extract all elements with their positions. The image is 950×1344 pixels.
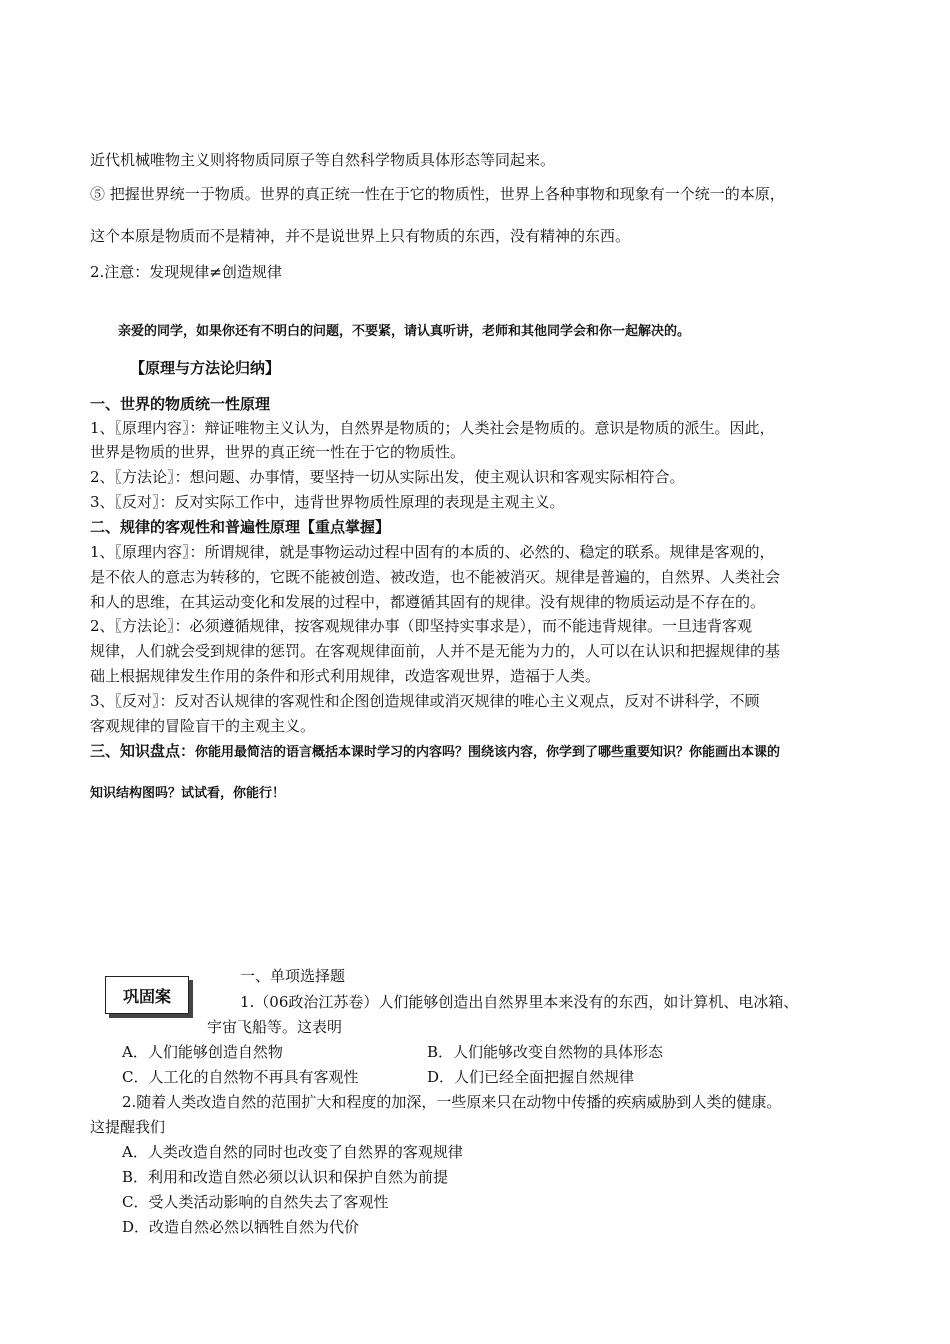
intro-line-4: 2.注意：发现规律≠创造规律 [90, 263, 282, 281]
section-2-line: 2、〖方法论〗：必须遵循规律，按客观规律办事（即坚持实事求是），而不能违背规律。一旦违背客观 [90, 617, 753, 635]
q2-option-a: A．人类改造自然的同时也改变了自然界的客观规律 [122, 1143, 463, 1161]
section-2-line: 是不依人的意志为转移的，它既不能被创造、被改造，也不能被消灭。规律是普遍的，自然界、人类社会 [90, 568, 781, 586]
section-3-text: 你能用最简洁的语言概括本课时学习的内容吗？围绕该内容，你学到了哪些重要知识？你能画出本课的 [195, 745, 781, 760]
encourage-note: 亲爱的同学，如果你还有不明白的问题，不要紧，请认真听讲，老师和其他同学会和你一起解决的。 [118, 324, 691, 339]
section-3-title: 三、知识盘点： [90, 742, 196, 760]
section-2-line: 和人的思维，在其运动变化和发展的过程中，都遵循其固有的规律。没有规律的物质运动是不存在的。 [90, 593, 766, 611]
q2-option-b: B．利用和改造自然必须以认识和保护自然为前提 [122, 1168, 449, 1186]
q1-option-d: D．人们已经全面把握自然规律 [427, 1068, 635, 1086]
section-2-line: 客观规律的冒险盲干的主观主义。 [90, 717, 316, 735]
section-3-line-1 [90, 741, 780, 763]
q1-stem-line-2: 宇宙飞船等。这表明 [207, 1018, 343, 1036]
intro-line-2: ⑤ 把握世界统一于物质。世界的真正统一性在于它的物质性，世界上各种事物和现象有一个统一的本原， [90, 185, 785, 203]
q2-option-d: D．改造自然必然以牺牲自然为代价 [122, 1218, 360, 1236]
consolidate-label-box [105, 976, 189, 1014]
section-2-line: 1、〖原理内容〗：所谓规律，就是事物运动过程中固有的本质的、必然的、稳定的联系。规律是客观的， [90, 543, 775, 561]
section-2-title: 二、规律的客观性和普遍性原理【重点掌握】 [90, 518, 391, 536]
section-1-line: 3、〖反对〗：反对实际工作中，违背世界物质性原理的表现是主观主义。 [90, 493, 565, 511]
section-3-text-2: 知识结构图吗？试试看，你能行！ [90, 786, 286, 801]
q1-option-a: A．人们能够创造自然物 [122, 1043, 283, 1061]
intro-line-1: 近代机械唯物主义则将物质同原子等自然科学物质具体形态等同起来。 [90, 151, 556, 169]
section-2-line: 3、〖反对〗：反对否认规律的客观性和企图创造规律或消灭规律的唯心主义观点，反对不讲科学，不顾 [90, 692, 760, 710]
section-1-title: 一、世界的物质统一性原理 [90, 395, 271, 413]
consolidate-label: 巩固案 [122, 986, 171, 1006]
q2-option-c: C．受人类活动影响的自然失去了客观性 [122, 1193, 389, 1211]
q1-stem-line-1: 1.（06政治江苏卷）人们能够创造出自然界里本来没有的东西，如计算机、电冰箱、 [240, 993, 799, 1011]
q1-option-b: B．人们能够改变自然物的具体形态 [427, 1043, 664, 1061]
q2-stem-line-2: 这提醒我们 [90, 1118, 166, 1136]
summary-title: 【原理与方法论归纳】 [130, 359, 281, 377]
section-2-line: 规律，人们就会受到规律的惩罚。在客观规律面前，人并不是无能为力的，人可以在认识和把握规律的基 [90, 642, 781, 660]
choice-heading: 一、单项选择题 [240, 967, 346, 985]
section-1-line: 2、〖方法论〗：想问题、办事情，要坚持一切从实际出发，使主观认识和客观实际相符合。 [90, 468, 685, 486]
section-1-line: 1、〖原理内容〗：辩证唯物主义认为，自然界是物质的；人类社会是物质的。意识是物质的派生。因此， [90, 419, 775, 437]
q2-stem-line-1: 2.随着人类改造自然的范围扩大和程度的加深，一些原来只在动物中传播的疾病威胁到人类的健康。 [122, 1093, 782, 1111]
q1-option-c: C．人工化的自然物不再具有客观性 [122, 1068, 359, 1086]
section-2-line: 础上根据规律发生作用的条件和形式利用规律，改造客观世界，造福于人类。 [90, 667, 601, 685]
section-1-line: 世界是物质的世界，世界的真正统一性在于它的物质性。 [90, 443, 466, 461]
intro-line-3: 这个本原是物质而不是精神，并不是说世界上只有物质的东西，没有精神的东西。 [90, 227, 631, 245]
